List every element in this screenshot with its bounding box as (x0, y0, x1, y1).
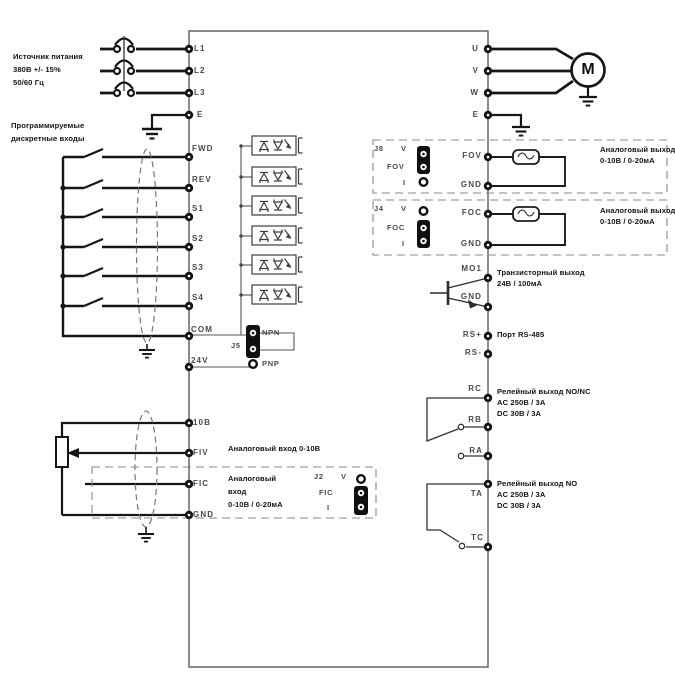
analog-output2-label-1: Аналоговый выход (600, 206, 675, 215)
terminal-label-ra: RA (469, 446, 483, 455)
power-source-label-2: 380В +/- 15% (13, 65, 61, 74)
terminal-label-l1: L1 (194, 44, 206, 53)
terminal-label-e-left: E (197, 110, 204, 119)
jumper-j8-label: J8 (374, 144, 384, 153)
terminal-label-fic: FIC (193, 479, 210, 488)
jumper-j2-label: J2 (314, 472, 324, 481)
potentiometer-icon (56, 437, 68, 467)
shield-cable-icon (137, 149, 158, 358)
terminal-label-rs-plus: RS+ (462, 330, 482, 339)
relay2-label-2: AC 250В / 3А (497, 490, 546, 499)
optocoupler-icon (241, 255, 303, 274)
relay1-label-2: AC 250В / 3А (497, 398, 546, 407)
ground-icon (139, 350, 155, 358)
relay2-label-1: Релейный выход NO (497, 479, 578, 488)
analog-input-vc-label-2: вход (228, 487, 247, 496)
jumper-j4-label: J4 (374, 204, 384, 213)
ground-icon (512, 127, 530, 136)
jumper-j2-pin-v: V (341, 472, 347, 481)
terminal-label-gnd-fov: GND (460, 180, 482, 189)
terminal-label-rs-minus: RS- (464, 348, 482, 357)
terminal-label-s2: S2 (192, 234, 204, 243)
jumper-j5-pin-npn: NPN (262, 328, 280, 337)
earth-left (142, 115, 186, 139)
terminal-label-fov: FOV (462, 151, 482, 160)
terminal-label-foc: FOC (461, 208, 482, 217)
analog-output2-label-2: 0-10В / 0-20мА (600, 217, 655, 226)
discrete-inputs-label-2: дискретные входы (11, 134, 85, 143)
ground-icon (579, 97, 597, 106)
terminal-label-fiv: FIV (193, 448, 209, 457)
terminal-label-s1: S1 (192, 204, 204, 213)
motor-letter: M (581, 61, 595, 78)
terminal-label-e-right: E (472, 110, 479, 119)
terminal-label-mo1: MO1 (461, 264, 482, 273)
discrete-inputs-label-1: Программируемые (11, 121, 85, 130)
jumper-j4-pin-v: V (401, 204, 407, 213)
terminal-label-l3: L3 (194, 88, 206, 97)
optocoupler-icon (241, 136, 303, 155)
terminal-label-rev: REV (192, 175, 212, 184)
terminal-label-u: U (472, 44, 479, 53)
shield-cable-icon (135, 411, 157, 527)
analog-input-section (56, 411, 376, 542)
optocoupler-icon (241, 196, 303, 215)
terminal-label-tc: TC (471, 533, 484, 542)
relay1-label-3: DC 30В / 3А (497, 409, 542, 418)
ground-icon (142, 129, 162, 139)
terminal-label-gnd-foc: GND (460, 239, 482, 248)
power-source-label-1: Источник питания (13, 52, 83, 61)
terminal-label-fwd: FWD (192, 144, 214, 153)
jumper-j5-label: J5 (231, 341, 241, 350)
rs485-port-label: Порт RS-485 (497, 330, 545, 339)
terminal-label-s3: S3 (192, 263, 204, 272)
terminal-label-v: V (472, 66, 479, 75)
terminal-label-rc: RC (468, 384, 482, 393)
relay1-label-1: Релейный выход NO/NC (497, 387, 591, 396)
relay2-label-3: DC 30В / 3А (497, 501, 542, 510)
terminal-label-gnd-left: GND (193, 510, 215, 519)
optocoupler-icon (241, 226, 303, 245)
analog-input-vc-label-1: Аналоговый (228, 474, 277, 483)
analog-input-voltage-label: Аналоговый вход 0-10В (228, 444, 321, 453)
terminal-label-w: W (470, 88, 479, 97)
discrete-input-switches (60, 149, 186, 336)
jumper-j8-pin-fov: FOV (387, 162, 405, 171)
terminal-label-10b: 10B (193, 418, 211, 427)
transistor-output-label-1: Транзисторный выход (497, 268, 585, 277)
analog-input-vc-label-3: 0-10В / 0-20мА (228, 500, 283, 509)
power-source-label-3: 50/60 Гц (13, 78, 44, 87)
terminal-label-rb: RB (468, 415, 482, 424)
jumper-j8-pin-v: V (401, 144, 407, 153)
jumper-j2-pin-fic: FIC (319, 488, 334, 497)
optocoupler-icon (241, 285, 303, 304)
ground-icon (138, 534, 154, 542)
jumper-j2-pin-i: I (327, 503, 330, 512)
terminal-label-24v: 24V (191, 356, 209, 365)
jumper-j5-pin-pnp: PNP (262, 359, 280, 368)
optocoupler-icon (241, 167, 303, 186)
breaker-icon (100, 36, 186, 96)
analog-output1-label-1: Аналоговый выход (600, 145, 675, 154)
analog-output1-label-2: 0-10В / 0-20мА (600, 156, 655, 165)
terminal-label-gnd-mo1: GND (460, 292, 482, 301)
jumper-j4-pin-foc: FOC (387, 223, 405, 232)
terminal-label-l2: L2 (194, 66, 206, 75)
transistor-output-label-2: 24В / 100мА (497, 279, 543, 288)
jumper-j8-pin-i: I (403, 178, 406, 187)
terminal-label-com: COM (191, 325, 213, 334)
jumper-j4-pin-i: I (402, 239, 405, 248)
terminal-label-s4: S4 (192, 293, 204, 302)
optocoupler-icons (239, 136, 302, 333)
terminal-label-ta: TA (470, 489, 483, 498)
